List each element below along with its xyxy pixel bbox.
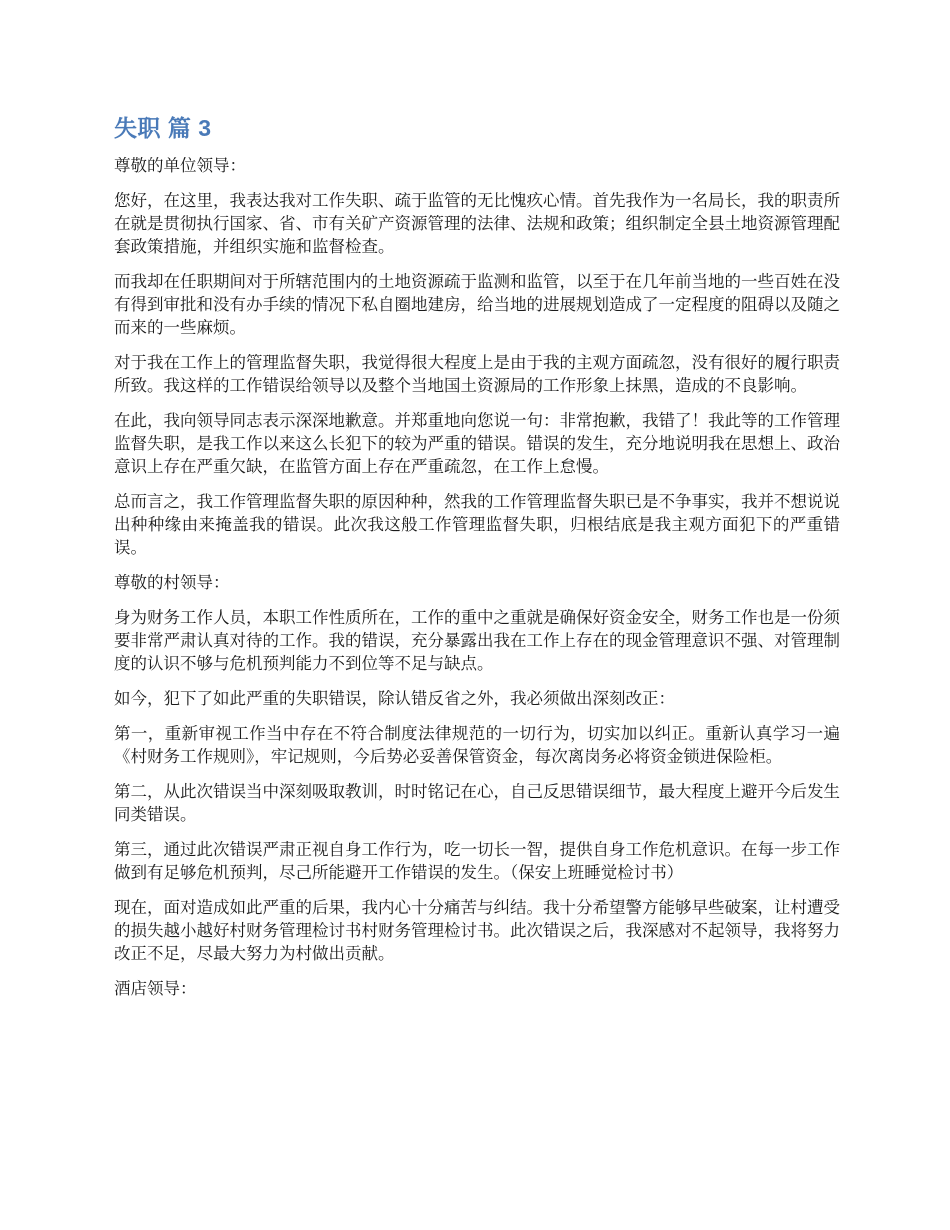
paragraph: 而我却在任职期间对于所辖范围内的土地资源疏于监测和监管，以至于在几年前当地的一些百姓在没有得到审批和没有办手续的情况下私自圈地建房，给当地的进展规划造成了一定程度的阻碍以及随之而来的一些麻烦。 (114, 272, 840, 337)
paragraph: 第三，通过此次错误严肃正视自身工作行为，吃一切长一智，提供自身工作危机意识。在每一步工作做到有足够危机预判，尽己所能避开工作错误的发生。（保安上班睡觉检讨书） (114, 840, 840, 882)
paragraph: 尊敬的村领导： (114, 573, 230, 592)
paragraph: 尊敬的单位领导： (114, 156, 246, 175)
paragraph: 如今，犯下了如此严重的失职错误，除认错反省之外，我必须做出深刻改正： (114, 689, 675, 708)
paragraph: 酒店领导： (114, 979, 197, 998)
paragraph: 第一，重新审视工作当中存在不符合制度法律规范的一切行为，切实加以纠正。重新认真学习一遍《村财务工作规则》，牢记规则，今后势必妥善保管资金，每次离岗务必将资金锁进保险柜。 (114, 724, 840, 766)
paragraph: 您好，在这里，我表达我对工作失职、疏于监管的无比愧疚心情。首先我作为一名局长，我的职责所在就是贯彻执行国家、省、市有关矿产资源管理的法律、法规和政策；组织制定全县土地资源管理配套政策措施，并组织实施和监督检查。 (114, 191, 840, 256)
paragraph: 总而言之，我工作管理监督失职的原因种种，然我的工作管理监督失职已是不争事实，我并不想说说出种种缘由来掩盖我的错误。此次我这般工作管理监督失职，归根结底是我主观方面犯下的严重错误。 (114, 492, 840, 557)
paragraph: 现在，面对造成如此严重的后果，我内心十分痛苦与纠结。我十分希望警方能够早些破案，让村遭受的损失越小越好村财务管理检讨书村财务管理检讨书。此次错误之后，我深感对不起领导，我将努力改正不足，尽最大努力为村做出贡献。 (114, 898, 840, 963)
paragraph: 在此，我向领导同志表示深深地歉意。并郑重地向您说一句：非常抱歉，我错了！我此等的工作管理监督失职，是我工作以来这么长犯下的较为严重的错误。错误的发生，充分地说明我在思想上、政治意识上存在严重欠缺，在监管方面上存在严重疏忽，在工作上怠慢。 (114, 411, 840, 476)
document-page (114, 112, 840, 1012)
paragraph: 对于我在工作上的管理监督失职，我觉得很大程度上是由于我的主观方面疏忽，没有很好的履行职责所致。我这样的工作错误给领导以及整个当地国土资源局的工作形象上抹黑，造成的不良影响。 (114, 353, 840, 395)
paragraph: 第二，从此次错误当中深刻吸取教训，时时铭记在心，自己反思错误细节，最大程度上避开今后发生同类错误。 (114, 782, 840, 824)
paragraph: 身为财务工作人员，本职工作性质所在，工作的重中之重就是确保好资金安全，财务工作也是一份须要非常严肃认真对待的工作。我的错误，充分暴露出我在工作上存在的现金管理意识不强、对管理制度的认识不够与危机预判能力不到位等不足与缺点。 (114, 608, 840, 673)
document-title: 失职 篇 3 (114, 115, 212, 141)
